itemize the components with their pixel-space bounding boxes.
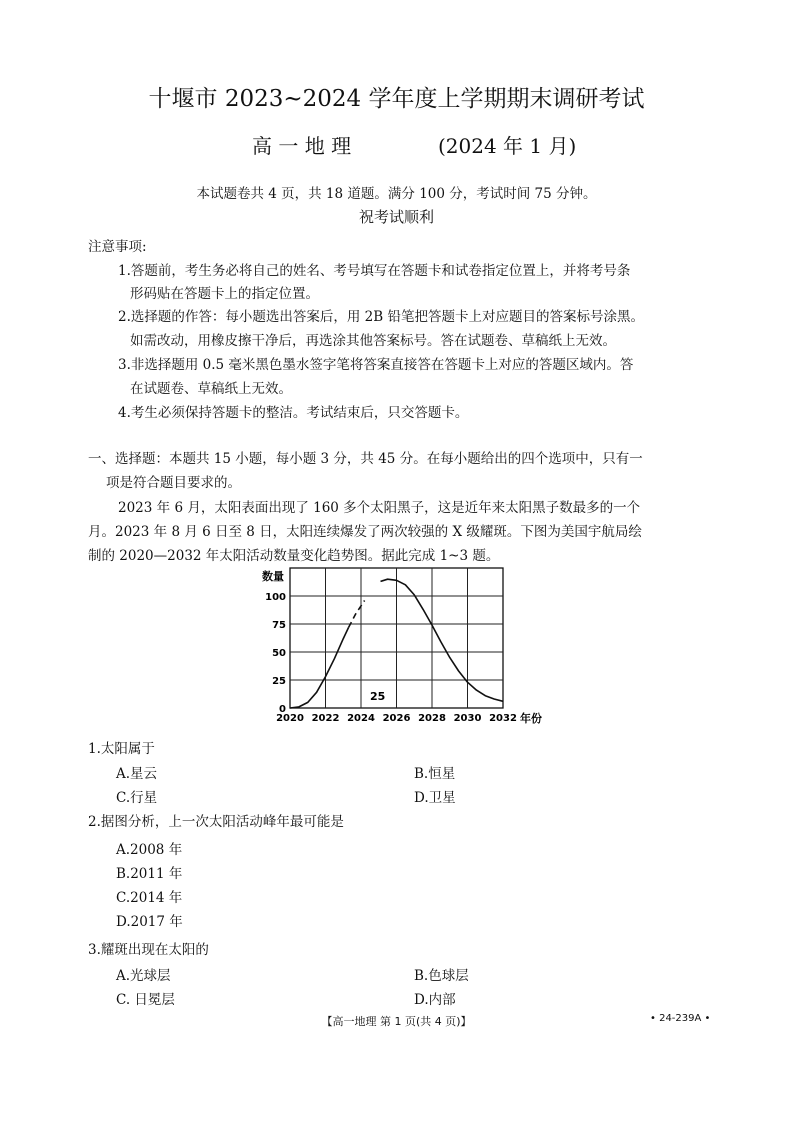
y-axis-label: 数量 xyxy=(262,570,284,583)
option-b: B.色球层 xyxy=(414,968,469,984)
y-tick-label: 50 xyxy=(272,648,286,659)
section-heading: 一、选择题：本题共 15 小题，每小题 3 分，共 45 分。在每小题给出的四个选项中，只有一 xyxy=(88,451,643,467)
x-tick-label: 2028 xyxy=(418,713,446,724)
option-c: C. 日冕层 xyxy=(116,992,175,1008)
y-tick-label: 100 xyxy=(265,592,286,603)
page-footer: 【高一地理 第 1 页(共 4 页)】 xyxy=(321,1015,472,1028)
note-line: 2.选择题的作答：每小题选出答案后，用 2B 铅笔把答题卡上对应题目的答案标号涂黑。 xyxy=(118,309,644,325)
subject-title: 高 一 地 理 xyxy=(252,134,352,158)
note-line: 1.答题前，考生务必将自己的姓名、考号填写在答题卡和试卷指定位置上，并将考号条 xyxy=(118,263,631,279)
question-stem: 2.据图分析，上一次太阳活动峰年最可能是 xyxy=(88,814,344,830)
x-tick-label: 2032 xyxy=(489,713,517,724)
y-tick-label: 0 xyxy=(279,704,286,715)
series-line-observed xyxy=(290,627,349,708)
series-line-observed-gap xyxy=(349,601,365,628)
x-tick-label: 2020 xyxy=(276,713,304,724)
note-line: 形码贴在答题卡上的指定位置。 xyxy=(130,286,319,302)
question-stem: 1.太阳属于 xyxy=(88,741,155,757)
notes-heading: 注意事项: xyxy=(88,239,147,255)
solar-activity-chart xyxy=(250,566,550,726)
note-line: 在试题卷、草稿纸上无效。 xyxy=(130,381,292,397)
note-line: 4.考生必须保持答题卡的整洁。考试结束后，只交答题卡。 xyxy=(118,405,469,421)
option-d: D.2017 年 xyxy=(116,914,183,930)
x-tick-label: 2026 xyxy=(382,713,411,724)
passage-line: 月。2023 年 8 月 6 日至 8 日，太阳连续爆发了两次较强的 X 级耀斑。下图为美国宇航局绘 xyxy=(88,524,642,540)
option-a: A.光球层 xyxy=(116,968,171,984)
section-heading-cont: 项是符合题目要求的。 xyxy=(106,475,241,491)
option-a: A.2008 年 xyxy=(116,842,183,858)
y-tick-label: 75 xyxy=(272,620,286,631)
exam-date: (2024 年 1 月) xyxy=(438,134,577,158)
passage-line: 制的 2020—2032 年太阳活动数量变化趋势图。据此完成 1~3 题。 xyxy=(88,548,500,564)
x-tick-label: 2022 xyxy=(311,713,340,724)
option-a: A.星云 xyxy=(116,766,158,782)
exam-code: • 24-239A • xyxy=(650,1013,711,1024)
series-line-predicted xyxy=(381,579,504,701)
y-tick-label: 25 xyxy=(272,676,286,687)
option-d: D.内部 xyxy=(414,992,456,1008)
chart-annotation: 25 xyxy=(370,690,386,703)
x-tick-label: 2030 xyxy=(453,713,482,724)
question-stem: 3.耀斑出现在太阳的 xyxy=(88,942,209,958)
x-tick-label: 2024 xyxy=(347,713,375,724)
note-line: 3.非选择题用 0.5 毫米黑色墨水签字笔将答案直接答在答题卡上对应的答题区域内。答 xyxy=(118,357,634,373)
x-axis-label: 年份 xyxy=(520,712,542,725)
option-d: D.卫星 xyxy=(414,790,456,806)
exam-wish: 祝考试顺利 xyxy=(358,208,434,226)
passage-line: 2023 年 6 月，太阳表面出现了 160 多个太阳黑子，这是近年来太阳黑子数最多的一个 xyxy=(118,500,641,516)
option-c: C.2014 年 xyxy=(116,890,183,906)
note-line: 如需改动，用橡皮擦干净后，再选涂其他答案标号。答在试题卷、草稿纸上无效。 xyxy=(130,333,616,349)
option-c: C.行星 xyxy=(116,790,158,806)
option-b: B.2011 年 xyxy=(116,866,183,882)
option-b: B.恒星 xyxy=(414,766,456,782)
exam-info: 本试题卷共 4 页，共 18 道题。满分 100 分，考试时间 75 分钟。 xyxy=(196,186,597,202)
exam-title: 十堰市 2023~2024 学年度上学期期末调研考试 xyxy=(148,86,645,112)
